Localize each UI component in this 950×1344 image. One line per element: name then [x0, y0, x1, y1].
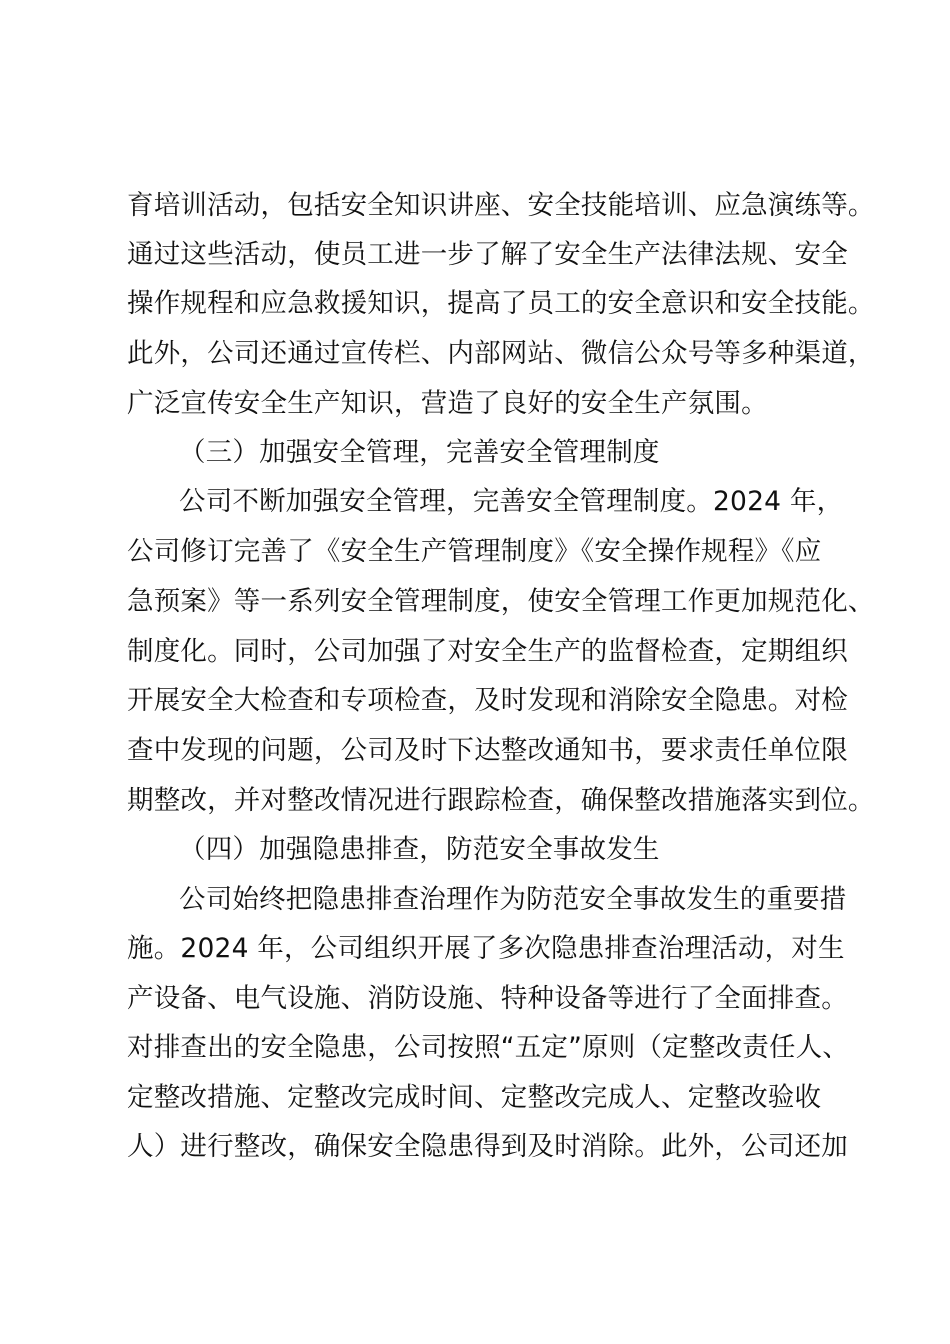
paragraph-line: 此外，公司还通过宣传栏、内部网站、微信公众号等多种渠道，: [127, 338, 875, 369]
paragraph-line: 公司不断加强安全管理，完善安全管理制度。2024 年，: [179, 486, 844, 517]
paragraph-line: 定整改措施、定整改完成时间、定整改完成人、定整改验收: [127, 1082, 822, 1113]
paragraph-line: 期整改，并对整改情况进行跟踪检查，确保整改措施落实到位。: [127, 785, 875, 816]
paragraph-line: 查中发现的问题，公司及时下达整改通知书，要求责任单位限: [127, 735, 848, 766]
paragraph-line: 急预案》等一系列安全管理制度，使安全管理工作更加规范化、: [127, 586, 875, 617]
paragraph-line: 广泛宣传安全生产知识，营造了良好的安全生产氛围。: [127, 388, 768, 419]
paragraph-line: 对排查出的安全隐患，公司按照“五定”原则（定整改责任人、: [127, 1032, 850, 1063]
paragraph-line: 产设备、电气设施、消防设施、特种设备等进行了全面排查。: [127, 983, 848, 1014]
paragraph-line: 施。2024 年，公司组织开展了多次隐患排查治理活动，对生: [127, 933, 845, 964]
paragraph-line: 公司修订完善了《安全生产管理制度》《安全操作规程》《应: [127, 536, 822, 567]
section-heading: （三）加强安全管理，完善安全管理制度: [179, 437, 660, 468]
section-heading: （四）加强隐患排查，防范安全事故发生: [179, 834, 660, 865]
paragraph-line: 人）进行整改，确保安全隐患得到及时消除。此外，公司还加: [127, 1131, 848, 1162]
paragraph-line: 操作规程和应急救援知识，提高了员工的安全意识和安全技能。: [127, 288, 875, 319]
paragraph-line: 公司始终把隐患排查治理作为防范安全事故发生的重要措: [179, 884, 847, 915]
paragraph-line: 通过这些活动，使员工进一步了解了安全生产法律法规、安全: [127, 239, 848, 270]
paragraph-line: 育培训活动，包括安全知识讲座、安全技能培训、应急演练等。: [127, 190, 875, 221]
paragraph-line: 开展安全大检查和专项检查，及时发现和消除安全隐患。对检: [127, 685, 848, 716]
paragraph-line: 制度化。同时，公司加强了对安全生产的监督检查，定期组织: [127, 636, 848, 667]
